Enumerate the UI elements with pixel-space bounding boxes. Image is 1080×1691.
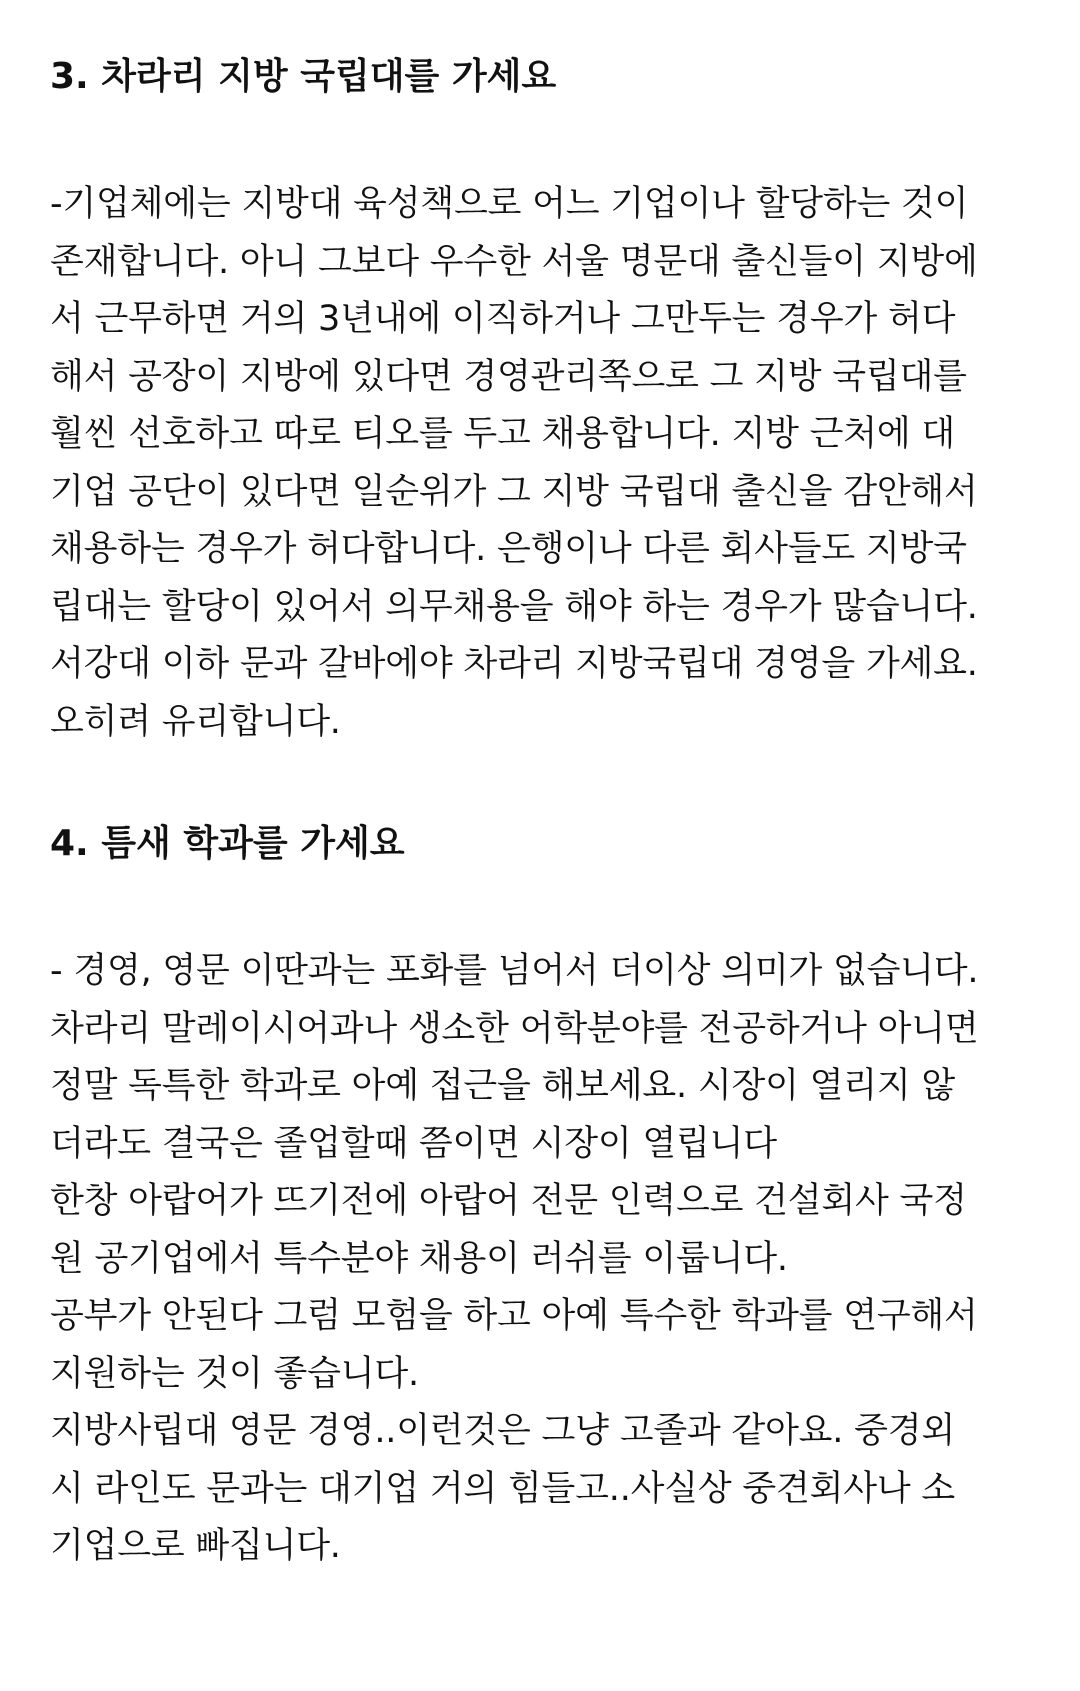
body-line: 더라도 결국은 졸업할때 쯤이면 시장이 열립니다 [50, 1123, 777, 1164]
body-line: 지원하는 것이 좋습니다. [50, 1353, 419, 1394]
body-line: 채용하는 경우가 허다합니다. 은행이나 다른 회사들도 지방국 [50, 529, 967, 569]
body-line: 시 라인도 문과는 대기업 거의 힘들고..사실상 중견회사나 소 [50, 1468, 955, 1509]
body-line: 립대는 할당이 있어서 의무채용을 해야 하는 경우가 많습니다. [50, 586, 978, 627]
body-line: - 경영, 영문 이딴과는 포화를 넘어서 더이상 의미가 없습니다. [50, 951, 979, 991]
body-line: 오히려 유리합니다. [50, 701, 341, 742]
body-line: 정말 독특한 학과로 아예 접근을 해보세요. 시장이 열리지 않 [50, 1066, 955, 1106]
body-line: 원 공기업에서 특수분야 채용이 러쉬를 이룹니다. [50, 1238, 788, 1279]
body-line: 기업으로 빠집니다. [50, 1526, 341, 1566]
body-line: 해서 공장이 지방에 있다면 경영관리쪽으로 그 지방 국립대를 [50, 356, 967, 397]
section-3-heading: 3. 차라리 지방 국립대를 가세요 [50, 56, 557, 97]
body-line: 존재합니다. 아니 그보다 우수한 서울 명문대 출신들이 지방에 [50, 241, 978, 282]
body-line: 공부가 안된다 그럼 모험을 하고 아예 특수한 학과를 연구해서 [50, 1296, 978, 1336]
body-line: 기업 공단이 있다면 일순위가 그 지방 국립대 출신을 감안해서 [50, 471, 978, 512]
body-line: 훨씬 선호하고 따로 티오를 두고 채용합니다. 지방 근처에 대 [50, 414, 955, 454]
body-line: 지방사립대 영문 경영..이런것은 그냥 고졸과 같아요. 중경외 [50, 1411, 955, 1451]
body-line: 차라리 말레이시어과나 생소한 어학분야를 전공하거나 아니면 [50, 1008, 979, 1049]
section-4-body [50, 943, 1040, 1576]
section-4-heading: 4. 틈새 학과를 가세요 [50, 823, 405, 864]
body-line: 서강대 이하 문과 갈바에야 차라리 지방국립대 경영을 가세요. [50, 644, 978, 684]
body-line: -기업체에는 지방대 육성책으로 어느 기업이나 할당하는 것이 [50, 184, 969, 224]
body-line: 한창 아랍어가 뜨기전에 아랍어 전문 인력으로 건설회사 국정 [50, 1181, 967, 1221]
body-line: 서 근무하면 거의 3년내에 이직하거나 그만두는 경우가 허다 [50, 299, 956, 339]
section-3-body [50, 176, 1040, 751]
